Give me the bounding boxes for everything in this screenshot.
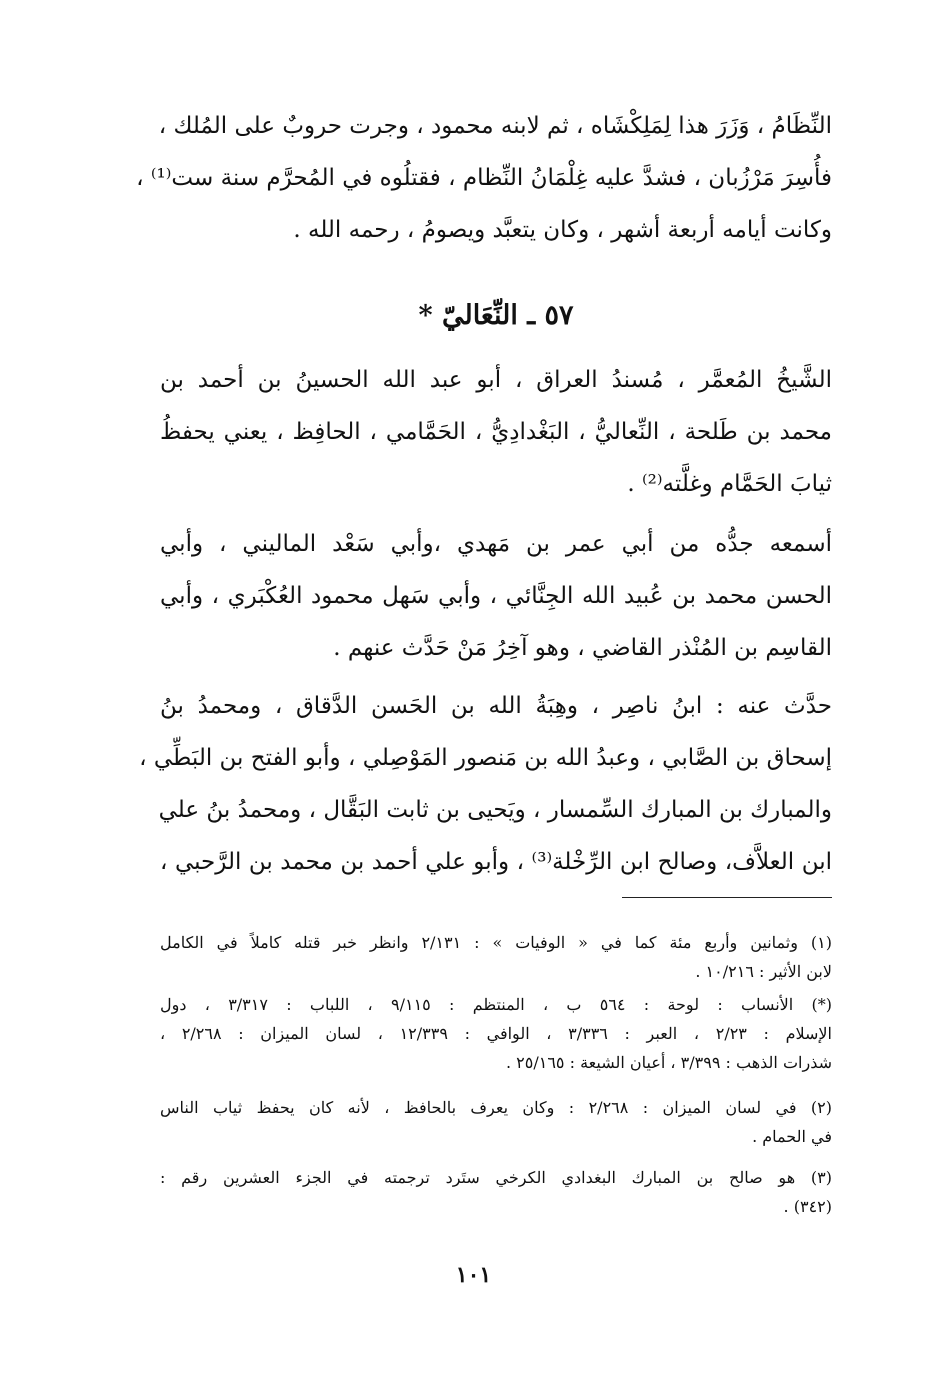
text-line: والمبارك بن المبارك السِّمسار ، ويَحيى بن ثابت البَقَّال ، ومحمدُ بنُ علي xyxy=(158,797,832,823)
heard-from-paragraph xyxy=(160,518,832,674)
narrators-paragraph xyxy=(139,680,832,888)
text-line: أسمعه جدُّه من أبي عمر بن مَهدي ،وأبي سَعْد الماليني ، وأبي xyxy=(160,531,832,557)
footnote-line: لابن الأثير : ١٠/٢١٦ . xyxy=(695,962,832,981)
footnote-line: الإسلام : ٢/٢٣ ، العبر : ٣/٣٣٦ ، الوافي : ١٢/٣٣٩ ، لسان الميزان : ٢/٢٦٨ ، xyxy=(160,1024,833,1043)
footnote-line: (٣) هو صالح بن المبارك البغدادي الكرخي ستَرد ترجمته في الجزء العشرين رقم : xyxy=(160,1168,832,1187)
entry-heading: ٥٧ ـ النِّعَاليّ * xyxy=(418,300,574,331)
page-number: ١٠١ xyxy=(455,1262,492,1288)
footnote-line: في الحمام . xyxy=(752,1127,832,1146)
text-line: محمد بن طَلحة ، النِّعاليُّ ، البَغْدادِيُّ ، الحَمَّامي ، الحافِظ ، يعني يحفظُ xyxy=(160,419,832,445)
text-line: ثيابَ الحَمَّام وغلَّته⁽²⁾ . xyxy=(627,471,832,497)
text-line: حدَّث عنه : ابنُ ناصِر ، وهِبَةُ الله بن الحَسن الدَّقاق ، ومحمدُ بنُ xyxy=(160,693,832,719)
footnote-sources xyxy=(160,990,832,1077)
footnote-1 xyxy=(160,928,832,986)
footnote-line: (١) وثمانين وأربع مئة كما في « الوفيات » : ٢/١٣١ وانظر خبر قتله كاملاً في الكامل xyxy=(160,933,832,952)
text-line: إسحاق بن الصَّابي ، وعبدُ الله بن مَنصور المَوْصِلي ، وأبو الفتح بن البَطِّي ، xyxy=(139,745,832,771)
text-line: النِّظَامُ ، وَزَرَ هذا لِمَلِكْشَاه ، ثم لابنه محمود ، وجرت حروبٌ على المُلك ، xyxy=(158,113,832,139)
text-line: القاسِم بن المُنْذر القاضي ، وهو آخِرُ مَنْ حَدَّث عنهم . xyxy=(333,635,832,661)
footnote-line: (*) الأنساب : لوحة : ٥٦٤ ب ، المنتظم : ٩/١١٥ ، اللباب : ٣/٣١٧ ، دول xyxy=(160,995,832,1014)
footnote-line: (٢) في لسان الميزان : ٢/٢٦٨ : وكان يعرف بالحافظ ، لأنه كان يحفظ ثياب الناس xyxy=(160,1098,832,1117)
names-paragraph xyxy=(160,354,832,510)
text-line: وكانت أيامه أربعة أشهر ، وكان يتعبَّد ويصومُ ، رحمه الله . xyxy=(293,217,832,243)
text-line: فأُسِرَ مَرْزُبان ، فشدَّ عليه غِلْمَانُ النِّظام ، فقتلُوه في المُحرَّم سنة ست⁽¹⁾ ، xyxy=(136,165,832,191)
intro-paragraph xyxy=(136,100,832,256)
text-line: ابن العلاَّف، وصالح ابن الرِّخْلة⁽³⁾ ، وأبو علي أحمد بن محمد بن الرَّحبي ، xyxy=(160,849,832,875)
footnote-2 xyxy=(160,1093,832,1151)
text-line: الحسن محمد بن عُبيد الله الجِنَّائي ، وأبي سَهل محمود العُكْبَري ، وأبي xyxy=(160,583,832,609)
footnote-line: شذرات الذهب : ٣/٣٩٩ ، أعيان الشيعة : ٢٥/١٦٥ . xyxy=(505,1053,832,1072)
footnote-divider xyxy=(622,897,832,898)
footnote-3 xyxy=(160,1163,832,1221)
text-line: الشَّيخُ المُعمَّر ، مُسندُ العراق ، أبو عبد الله الحسينُ بن أحمد بن xyxy=(160,367,832,393)
footnote-line: (٣٤٢) . xyxy=(783,1197,832,1216)
